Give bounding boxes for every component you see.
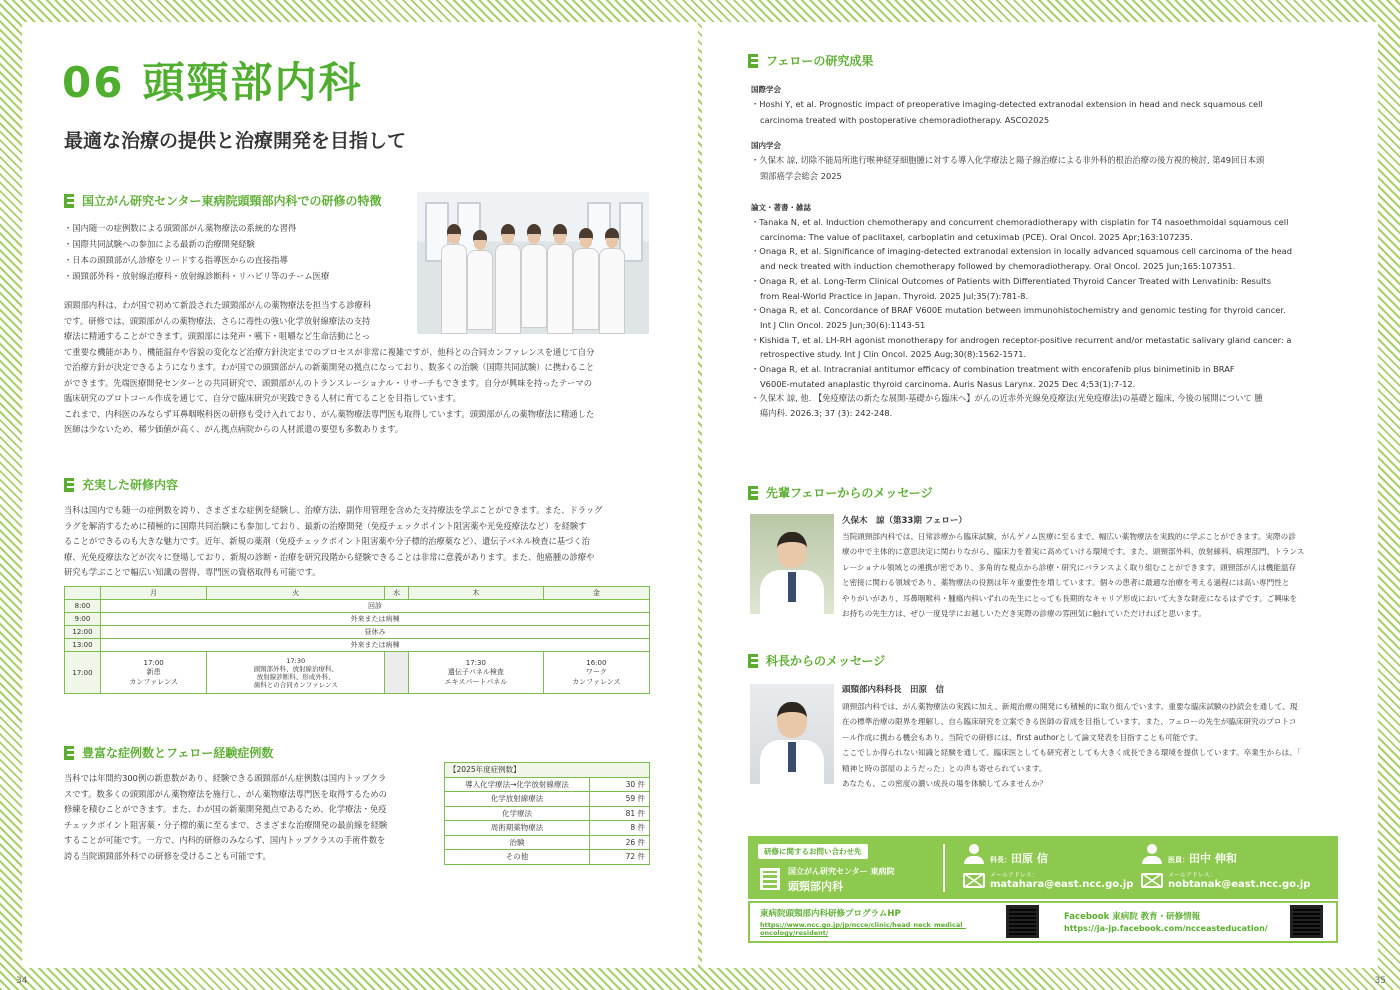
qr-code-icon[interactable] [1290,905,1323,938]
contact-name: 田原 信 [1011,852,1048,865]
list-item: ・国内随一の症例数による頭頸部がん薬物療法の系統的な習得 [64,223,297,233]
papers-list: ・Tanaka N, et al. Induction chemotherapy and concurrent chemoradiotherapy with cisplatin for T4 nasoethmoidal squamous cell carcinoma: The value of paclitaxel, carboplatin and cetuximab (PCE). Oral Oncol. 2025 Apr;163:107235. ・Onaga R, et al. Significance of imaging-detected extranodal extension in locally advanced squamous cell carcinoma of the head and neck treated with induction chemotherapy followed by chemoradiotherapy. Oral Oncol. 2025 Jun;165:107351. ・Onaga R, et al. Long-Term Clinical Outcomes of Patients with Differentiated Thyroid Cancer Treated with Lenvatinib: Results from Real-World Practice in Japan. Thyroid. 2025 Jul;35(7):781-8. ・Onaga R, et al. Concordance of BRAF V600E mutation between immunohistochemistry and genomic testing for thyroid cancer. Int J Clin Oncol. 2025 Jun;30(6):1143-51 ・Kishida T, et al. LH-RH agonist monotherapy for androgen receptor-positive recurrent and/or metastatic salivary gland cancer: a retrospective study. Int J Clin Oncol. 2025 Aug;30(8):1562-1571. ・Onaga R, et al. Intracranial antitumor efficacy of combination treatment with encorafenib plus binimetinib in BRAF V600E-mutated anaplastic thyroid carcinoma. Auris Nasus Larynx. 2025 Dec 4;53(1):7-12. ・久保木 諒, 他. 【免疫療法の新たな展開-基礎から臨床へ】がんの近赤外光線免疫療法(光免疫療法)の基礎と臨床, 今後の展開について 腫 瘍内科. 2026.3; 37 (3): 242-248. [751,217,1293,419]
heading-marker-icon [64,194,74,208]
chief-message-text: 頭頸部内科では、がん薬物療法の実践に加え、新規治療の開発にも積極的に取り組んでいます。重要な臨床試験の抄読会を通して、現 在の標準治療の限界を理解し、自ら臨床研究を立案できる医師の育成を目指しています。また、フェローの先生が臨床研究のプロトコ ール作成に携わる機会もあり、当院での研修には、first authorとして論文発表を目指すことも可能です。 ここでしか得られない知識と経験を通して、臨床医としても研究者としても大きく成長できる環境を提供しています。卒業生からは、「 精神と時の部屋のようだった」との声も寄せられています。 あなたも、この密度の濃い成長の場を体験してみませんか？ [842,702,1301,789]
schedule-cell: 17:30 遺伝子パネル検査 エキスパートパネル [409,652,544,694]
list-item: ・頭頸部外科・放射線治療科・放射線診断科・リハビリ等のチーム医療 [64,271,330,281]
list-item: ・日本の頭頸部がん診療をリードする指導医からの直接指導 [64,255,288,265]
contact-name: 田中 伸和 [1189,852,1237,865]
table-row: 周術期薬物療法 8 件 [445,821,650,836]
senior-message-text: 当院頭頸部内科では、日常診療から臨床試験、がんゲノム医療に至るまで、幅広い薬物療法を実践的に学ぶことができます。実際の診 療の中で主体的に意思決定に関わりながら、臨床力を着実に高めていける環境です。また、頭頸部外科、放射線科、病理部門、トランス レーショナル領域との連携が密であり、多角的な視点から診療・研究にバランスよく取り組むことができます。頭頸部がんは機能温存 と密接に関わる領域であり、薬物療法の役割は年々重要性を増しています。個々の患者に最適な治療を考える過程には高い専門性と やりがいがあり、耳鼻咽喉科・腫瘍内科いずれの先生にとっても長期的なキャリア形成において大きな財産になるはずです。ご興味を お持ちの先生方は、ぜひ一度見学にお越しいただき実際の診療の雰囲気に触れていただければと思います。 [842,532,1305,619]
table-row: 導入化学療法→化学放射線療法 30 件 [445,777,650,792]
schedule-cell: 17:00 新患 カンファレンス [101,652,207,694]
contact-label: 研修に関するお問い合わせ先 [758,844,868,859]
day-header: 火 [207,587,385,600]
dom-conference-label: 国内学会 [751,141,781,150]
department-title: 頭頸部内科 [142,58,363,107]
section-number: 06 [62,58,125,107]
table-row: 8:00 回診 [65,600,650,613]
features-text: 頭頸部内科は、わが国で初めて新設された頭頸部がんの薬物療法を担当する診療科 です。研修では、頭頸部がんの薬物療法、さらに毒性の強い化学放射線療法の支持 療法に精通することができます。頭頸部には発声・嚥下・咀嚼など生命活動にとっ て重要な機能があり、機能温存や容貌の変化など治療方針決定までのプロセスが非常に複雑ですが、他科との合同カンファレンスを通じて自分 で治療方針が決定できるようになります。わが国での頭頸部がんの新薬開発の拠点になっており、数多くの治験（国際共同試験）に携わること ができます。先端医療開発センターとの共同研究で、頭頸部がんのトランスレーショナル・リサーチもできます。自分が興味を持ったテーマの 臨床研究のプロトコール作成を通じて、自分で臨床研究が実践できる人材に育てることを目指しています。 これまで、内科医のみならず耳鼻咽喉科医の研修も受け入れており、がん薬物療法専門医も取得しています。頭頸部がんの薬物療法に精通した 医師は少ないため、稀少価値が高く、がん拠点病院からの人材派遣の要望も多数あります。 [64,300,595,434]
day-header: 金 [543,587,649,600]
intl-conference-list: ・Hoshi Y, et al. Prognostic impact of preoperative imaging-detected extranodal extension in head and neck squamous cell carcinoma treated with postoperative chemoradiotherapy. ASCO2025 [751,99,1263,125]
day-header: 木 [409,587,544,600]
cases-heading: 豊富な症例数とフェロー経験症例数 [64,744,273,761]
contact-role: 医員： [1168,856,1189,864]
dom-conference-list: ・久保木 諒, 切除不能局所進行喉神経芽細胞腫に対する導入化学療法と陽子線治療による非外科的根治治療の後方視的検討, 第49回日本頭 頸部癌学会総会 2025 [751,155,1265,181]
senior-message-heading: 先輩フェローからのメッセージ [748,484,933,501]
case-count-table [444,762,650,865]
table-row: 化学療法 81 件 [445,806,650,821]
contact-email-tanaka[interactable]: nobtanak@east.ncc.go.jp [1168,879,1311,890]
intl-conference-label: 国際学会 [751,85,781,94]
mail-label: メールアドレス： [990,872,1038,879]
divider [943,844,945,892]
chief-message-heading: 科長からのメッセージ [748,652,885,669]
table-row: 13:00 外来または病棟 [65,639,650,652]
table-row: 12:00 昼休み [65,626,650,639]
facebook-link[interactable]: https://ja-jp.facebook.com/ncceasteducation/ [1064,924,1268,933]
heading-marker-icon [64,478,74,492]
senior-fellow-photo [750,514,834,614]
contact-dept: 頭頸部内科 [788,880,843,893]
papers-label: 論文・著書・雑誌 [751,203,811,212]
chief-name: 頭頸部内科科長 田原 信 [842,685,945,695]
building-icon [760,868,780,890]
page-title [62,50,362,110]
day-header: 月 [101,587,207,600]
heading-marker-icon [748,54,758,68]
person-icon [1142,844,1162,864]
mail-icon [1141,873,1163,888]
contact-org: 国立がん研究センター 東病院 [788,867,895,876]
hp-link[interactable]: https://www.ncc.go.jp/jp/ncce/clinic/head_neck_medical_ oncology/resident/ [760,921,966,937]
research-heading: フェローの研究成果 [748,52,873,69]
hp-title: 東病院頭頸部内科研修プログラムHP [760,909,901,919]
mail-label: メールアドレス： [1168,872,1216,879]
mail-icon [963,873,985,888]
person-icon [964,844,984,864]
training-text: 当科は国内でも随一の症例数を誇り、さまざまな症例を経験し、治療方法、副作用管理を含めた支持療法を学ぶことができます。また、ドラッグ ラグを解消するために積極的に国際共同治験にも参加しており、最新の治療開発（免疫チェックポイント阻害薬や光免疫療法など）を経験す ることができるのも大きな魅力です。近年、新規の薬剤（免疫チェックポイント阻害薬や分子標的治療薬など）、遺伝子パネル検査に基づく治 療、光免疫療法などが次々に登場しており、新規の診断・治療を研究段階から経験できることは非常に意義があります。また、他癌腫の診療や 研究も学ぶことで幅広い知識の習得、専門医の資格取得も可能です。 [64,505,603,577]
list-item: ・国際共同試験への参加による最新の治療開発経験 [64,239,255,249]
schedule-cell-empty [385,652,409,694]
table-row: 化学放射線療法 59 件 [445,792,650,807]
page-subtitle: 最適な治療の提供と治療開発を目指して [64,130,407,152]
day-header: 水 [385,587,409,600]
heading-marker-icon [748,654,758,668]
links-box [748,901,1338,943]
contact-role: 科長： [990,856,1011,864]
table-row: 17:00 17:00 新患 カンファレンス 17:30 頭頸部外科、放射線治療科、 放射線診断科、形成外科、 歯科との合同カンファレンス 17:30 遺伝子パネル検査 エキスパートパネル 16:00 ワーク カンファレンス [65,652,650,694]
table-title: 【2025年度症例数】 [445,763,650,778]
features-bullets [64,220,409,284]
schedule-cell: 16:00 ワーク カンファレンス [543,652,649,694]
contact-email-tahara[interactable]: matahara@east.ncc.go.jp [990,879,1134,890]
heading-marker-icon [748,486,758,500]
training-heading: 充実した研修内容 [64,476,178,493]
heading-marker-icon [64,746,74,760]
page-number-left: 34 [16,976,28,986]
table-row: 治験 26 件 [445,835,650,850]
page-number-right: 35 [1374,976,1386,986]
contact-box [748,836,1338,899]
qr-code-icon[interactable] [1006,905,1039,938]
features-heading: 国立がん研究センター東病院頭頸部内科での研修の特徴 [64,192,382,209]
senior-fellow-name: 久保木 諒（第33期 フェロー） [842,516,967,526]
schedule-cell: 17:30 頭頸部外科、放射線治療科、 放射線診断科、形成外科、 歯科との合同カンファレンス [207,652,385,694]
weekly-schedule-table [64,586,650,694]
table-row: その他 72 件 [445,850,650,865]
chief-photo [750,684,834,784]
facebook-title: Facebook 東病院 教育・研修情報 [1064,912,1201,922]
table-row: 9:00 外来または病棟 [65,613,650,626]
cases-text: 当科では年間約300例の新患数があり、経験できる頭頸部がん症例数は国内トップクラ スです。数多くの頭頸部がん薬物療法を施行し、がん薬物療法専門医を取得するための 修練を積むことができます。また、わが国の新薬開発拠点であるため、化学療法・免疫 チェックポイント阻害薬・分子標的薬に至るまで、さまざまな治療開発の最前線を経験 することが可能です。一方で、内科的研修のみならず、国内トップクラスの手術件数を 誇る当院頭頸部外科での研修を受けることも可能です。 [64,773,388,861]
